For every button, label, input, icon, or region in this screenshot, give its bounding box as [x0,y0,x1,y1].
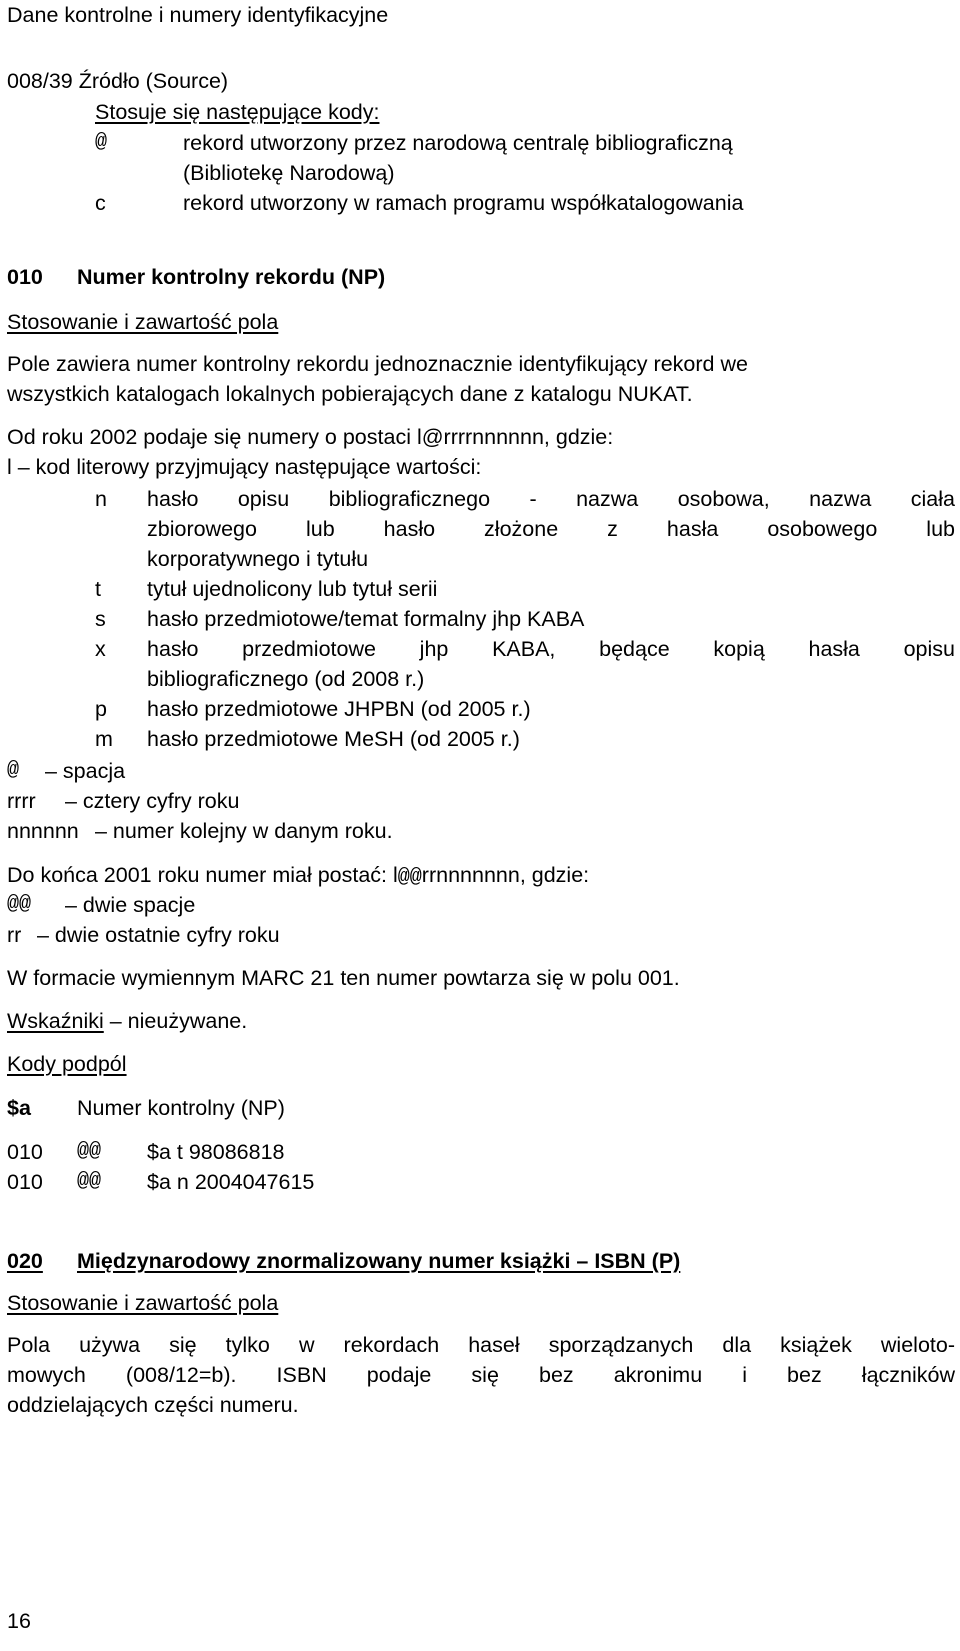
field-020-para-line1: Pola używa się tylko w rekordach haseł sporządzanych dla książek wieloto- [7,1333,955,1357]
l-value-desc-x-1: hasło przedmiotowe jhp KABA, będące kopią hasła opisu [147,637,955,661]
def-year-term: rrrr [7,789,36,813]
example-1-tag: 010 [7,1140,43,1164]
field-020-usage-heading: Stosowanie i zawartość pola [7,1291,279,1315]
def-space-text: – spacja [45,759,126,783]
l-value-code-x: x [95,637,106,661]
field-020-tag: 020 [7,1249,43,1273]
code-c-desc: rekord utworzony w ramach programu współkatalogowania [183,191,744,215]
indicators-line [7,1006,247,1036]
l-value-code-s: s [95,607,106,631]
old-def-spaces-text: – dwie spacje [65,893,196,917]
l-value-code-n: n [95,487,107,511]
page-number: 16 [7,1609,31,1633]
field-010-tag: 010 [7,265,43,289]
code-at: @ [95,131,108,154]
old-format-intro-post: rrnnnnnnn, gdzie: [421,863,590,887]
code-c: c [95,191,106,215]
l-value-desc-n-3: korporatywnego i tytułu [147,547,369,571]
l-value-desc-p: hasło przedmiotowe JHPBN (od 2005 r.) [147,697,531,721]
example-1-value: $a t 98086818 [147,1140,285,1164]
field-020-para-line3: oddzielających części numeru. [7,1393,299,1417]
old-format-intro-code: @@ [397,866,422,889]
old-def-spaces-term: @@ [7,893,32,916]
l-definition: l – kod literowy przyjmujący następujące wartości: [7,455,482,479]
code-at-desc: rekord utworzony przez narodową centralę bibliograficzną [183,131,733,155]
l-value-code-m: m [95,727,113,751]
l-value-desc-n-1: hasło opisu bibliograficznego - nazwa osobowa, nazwa ciała [147,487,955,511]
l-value-desc-t: tytuł ujednolicony lub tytuł serii [147,577,438,601]
field-010-title: Numer kontrolny rekordu (NP) [77,265,386,289]
field-010-para1-line1: Pole zawiera numer kontrolny rekordu jednoznacznie identyfikujący rekord we [7,352,748,376]
field-008-heading: 008/39 Źródło (Source) [7,69,229,93]
indicators-text: – nieużywane. [109,1009,248,1033]
example-2-value: $a n 2004047615 [147,1170,315,1194]
field-010-para1-line2: wszystkich katalogach lokalnych pobierających dane z katalogu NUKAT. [7,382,693,406]
field-010-para2-intro: Od roku 2002 podaje się numery o postaci l@rrrrnnnnnn, gdzie: [7,425,614,449]
field-010-usage-heading: Stosowanie i zawartość pola [7,310,279,334]
example-2-tag: 010 [7,1170,43,1194]
def-space-term: @ [7,759,20,782]
old-def-year-text: – dwie ostatnie cyfry roku [37,923,280,947]
def-seq-text: – numer kolejny w danym roku. [95,819,393,843]
l-value-code-t: t [95,577,101,601]
l-value-desc-m: hasło przedmiotowe MeSH (od 2005 r.) [147,727,520,751]
field-020-title: Międzynarodowy znormalizowany numer książki – ISBN (P) [77,1249,681,1273]
codes-intro: Stosuje się następujące kody: [95,100,380,124]
subfield-code: $a [7,1096,31,1120]
def-year-text: – cztery cyfry roku [65,789,240,813]
old-format-intro-pre: Do końca 2001 roku numer miał postać: l [7,863,398,887]
old-def-year-term: rr [7,923,22,947]
l-value-desc-n-2: zbiorowego lub hasło złożone z hasła osobowego lub [147,517,955,541]
l-value-desc-s: hasło przedmiotowe/temat formalny jhp KABA [147,607,585,631]
def-seq-term: nnnnnn [7,819,79,843]
field-020-para-line2: mowych (008/12=b). ISBN podaje się bez akronimu i bez łączników [7,1363,955,1387]
example-1-indicators: @@ [77,1140,102,1163]
l-value-desc-x-2: bibliograficznego (od 2008 r.) [147,667,425,691]
old-format-intro [7,860,589,893]
subfield-label: Numer kontrolny (NP) [77,1096,285,1120]
indicators-label: Wskaźniki [7,1009,104,1033]
page-header: Dane kontrolne i numery identyfikacyjne [7,3,389,27]
marc-note: W formacie wymiennym MARC 21 ten numer powtarza się w polu 001. [7,966,680,990]
example-2-indicators: @@ [77,1170,102,1193]
l-value-code-p: p [95,697,107,721]
subfields-heading: Kody podpól [7,1052,127,1076]
code-at-desc-cont: (Bibliotekę Narodową) [183,161,395,185]
